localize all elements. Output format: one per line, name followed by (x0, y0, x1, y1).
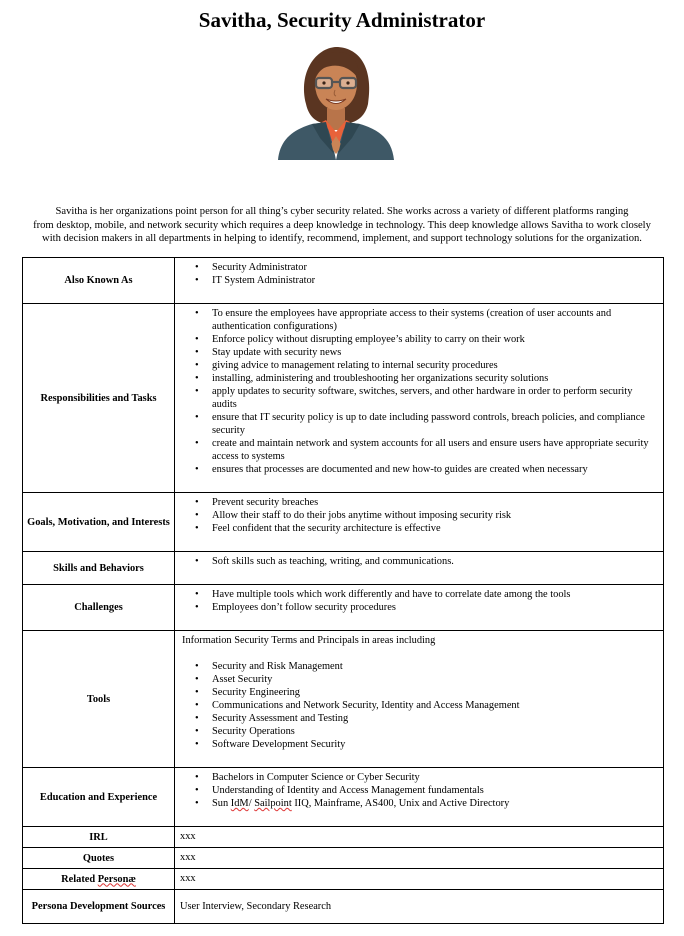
list-item: • Have multiple tools which work differently and have to correlate date among the tools (208, 588, 658, 601)
row-tools (23, 631, 664, 768)
row-value (175, 304, 664, 493)
list-item: • ensure that IT security policy is up to date including password controls, breach policies, and compliance security (208, 411, 658, 437)
row-value (175, 493, 664, 552)
persona-table (22, 257, 664, 924)
row-label: Goals, Motivation, and Interests (23, 493, 175, 552)
row-value: xxx (175, 848, 664, 869)
intro-line: with decision makers in all departments in helping to identify, recommend, implement, and support technology solutions for the organization. (42, 233, 642, 244)
list-item: • Security and Risk Management (208, 660, 658, 673)
row-value (175, 258, 664, 304)
list-item: • Asset Security (208, 673, 658, 686)
list-item: • Feel confident that the security architecture is effective (208, 522, 658, 535)
list-item: • giving advice to management relating to internal security procedures (208, 359, 658, 372)
spellcheck-word: Sailpoint (254, 798, 292, 809)
list-item: • Software Development Security (208, 738, 658, 751)
bullet-list (180, 261, 658, 287)
row-quotes (23, 848, 664, 869)
list-item: • Security Engineering (208, 686, 658, 699)
row-label: Quotes (23, 848, 175, 869)
list-item: • create and maintain network and system accounts for all users and ensure users have appropriate security access to systems (208, 437, 658, 463)
row-label: Responsibilities and Tasks (23, 304, 175, 493)
list-item: • Security Operations (208, 725, 658, 738)
list-item: • Stay update with security news (208, 346, 658, 359)
list-item: • IT System Administrator (208, 274, 658, 287)
row-label (23, 869, 175, 890)
spellcheck-word: IdM (230, 798, 249, 809)
intro-line: from desktop, mobile, and network security which requires a deep knowledge in technology. This deep knowledge allows Savitha to work closely (33, 219, 651, 231)
row-also-known-as (23, 258, 664, 304)
row-skills (23, 552, 664, 585)
row-label: Tools (23, 631, 175, 768)
text-fragment: IIQ, Mainframe, AS400, Unix and Active Directory (291, 798, 510, 809)
list-item: • apply updates to security software, switches, servers, and other hardware in order to perform security audits (208, 385, 658, 411)
row-irl (23, 827, 664, 848)
text-fragment: Sun (212, 798, 231, 809)
intro-paragraph (14, 205, 670, 246)
intro-line: Savitha is her organizations point person for all thing’s cyber security related. She works across a variety of different platforms ranging (55, 206, 629, 217)
list-item: • Enforce policy without disrupting employee’s ability to carry on their work (208, 333, 658, 346)
bullet-list (180, 660, 658, 751)
row-label: Skills and Behaviors (23, 552, 175, 585)
row-sources (23, 890, 664, 924)
bullet-list (180, 307, 658, 476)
row-goals (23, 493, 664, 552)
row-value: xxx (175, 869, 664, 890)
tools-intro: Information Security Terms and Principals in areas including (182, 635, 436, 646)
row-label: Education and Experience (23, 768, 175, 827)
row-label: Challenges (23, 585, 175, 631)
list-item: • Bachelors in Computer Science or Cyber Security (208, 771, 658, 784)
list-item: • Soft skills such as teaching, writing, and communications. (208, 555, 658, 568)
text-fragment: / (248, 798, 255, 809)
list-item: • Allow their staff to do their jobs anytime without imposing security risk (208, 509, 658, 522)
bullet-list (180, 496, 658, 535)
row-responsibilities (23, 304, 664, 493)
list-item: • Communications and Network Security, Identity and Access Management (208, 699, 658, 712)
list-item: • Security Administrator (208, 261, 658, 274)
list-item: • installing, administering and troubleshooting her organizations security solutions (208, 372, 658, 385)
list-item: • ensures that processes are documented and new how-to guides are created when necessary (208, 463, 658, 476)
list-item: • Prevent security breaches (208, 496, 658, 509)
list-item: • Security Assessment and Testing (208, 712, 658, 725)
row-value: User Interview, Secondary Research (175, 890, 664, 924)
list-item: • Understanding of Identity and Access Management fundamentals (208, 784, 658, 797)
row-challenges (23, 585, 664, 631)
avatar (272, 42, 400, 162)
bullet-list (180, 771, 658, 810)
row-value (175, 552, 664, 585)
list-item: • To ensure the employees have appropriate access to their systems (creation of user accounts and authentication configurations) (208, 307, 658, 333)
bullet-list (180, 588, 658, 614)
row-value: xxx (175, 827, 664, 848)
row-value (175, 768, 664, 827)
row-label: Persona Development Sources (23, 890, 175, 924)
list-item: • Employees don’t follow security procedures (208, 601, 658, 614)
row-label: IRL (23, 827, 175, 848)
row-related (23, 869, 664, 890)
spellcheck-word: Personæ (97, 873, 136, 885)
bullet-list (180, 555, 658, 568)
row-value (175, 631, 664, 768)
row-value (175, 585, 664, 631)
label-text: Related (61, 873, 98, 885)
row-education (23, 768, 664, 827)
page-title: Savitha, Security Administrator (198, 8, 486, 32)
list-item (208, 797, 658, 810)
row-label: Also Known As (23, 258, 175, 304)
